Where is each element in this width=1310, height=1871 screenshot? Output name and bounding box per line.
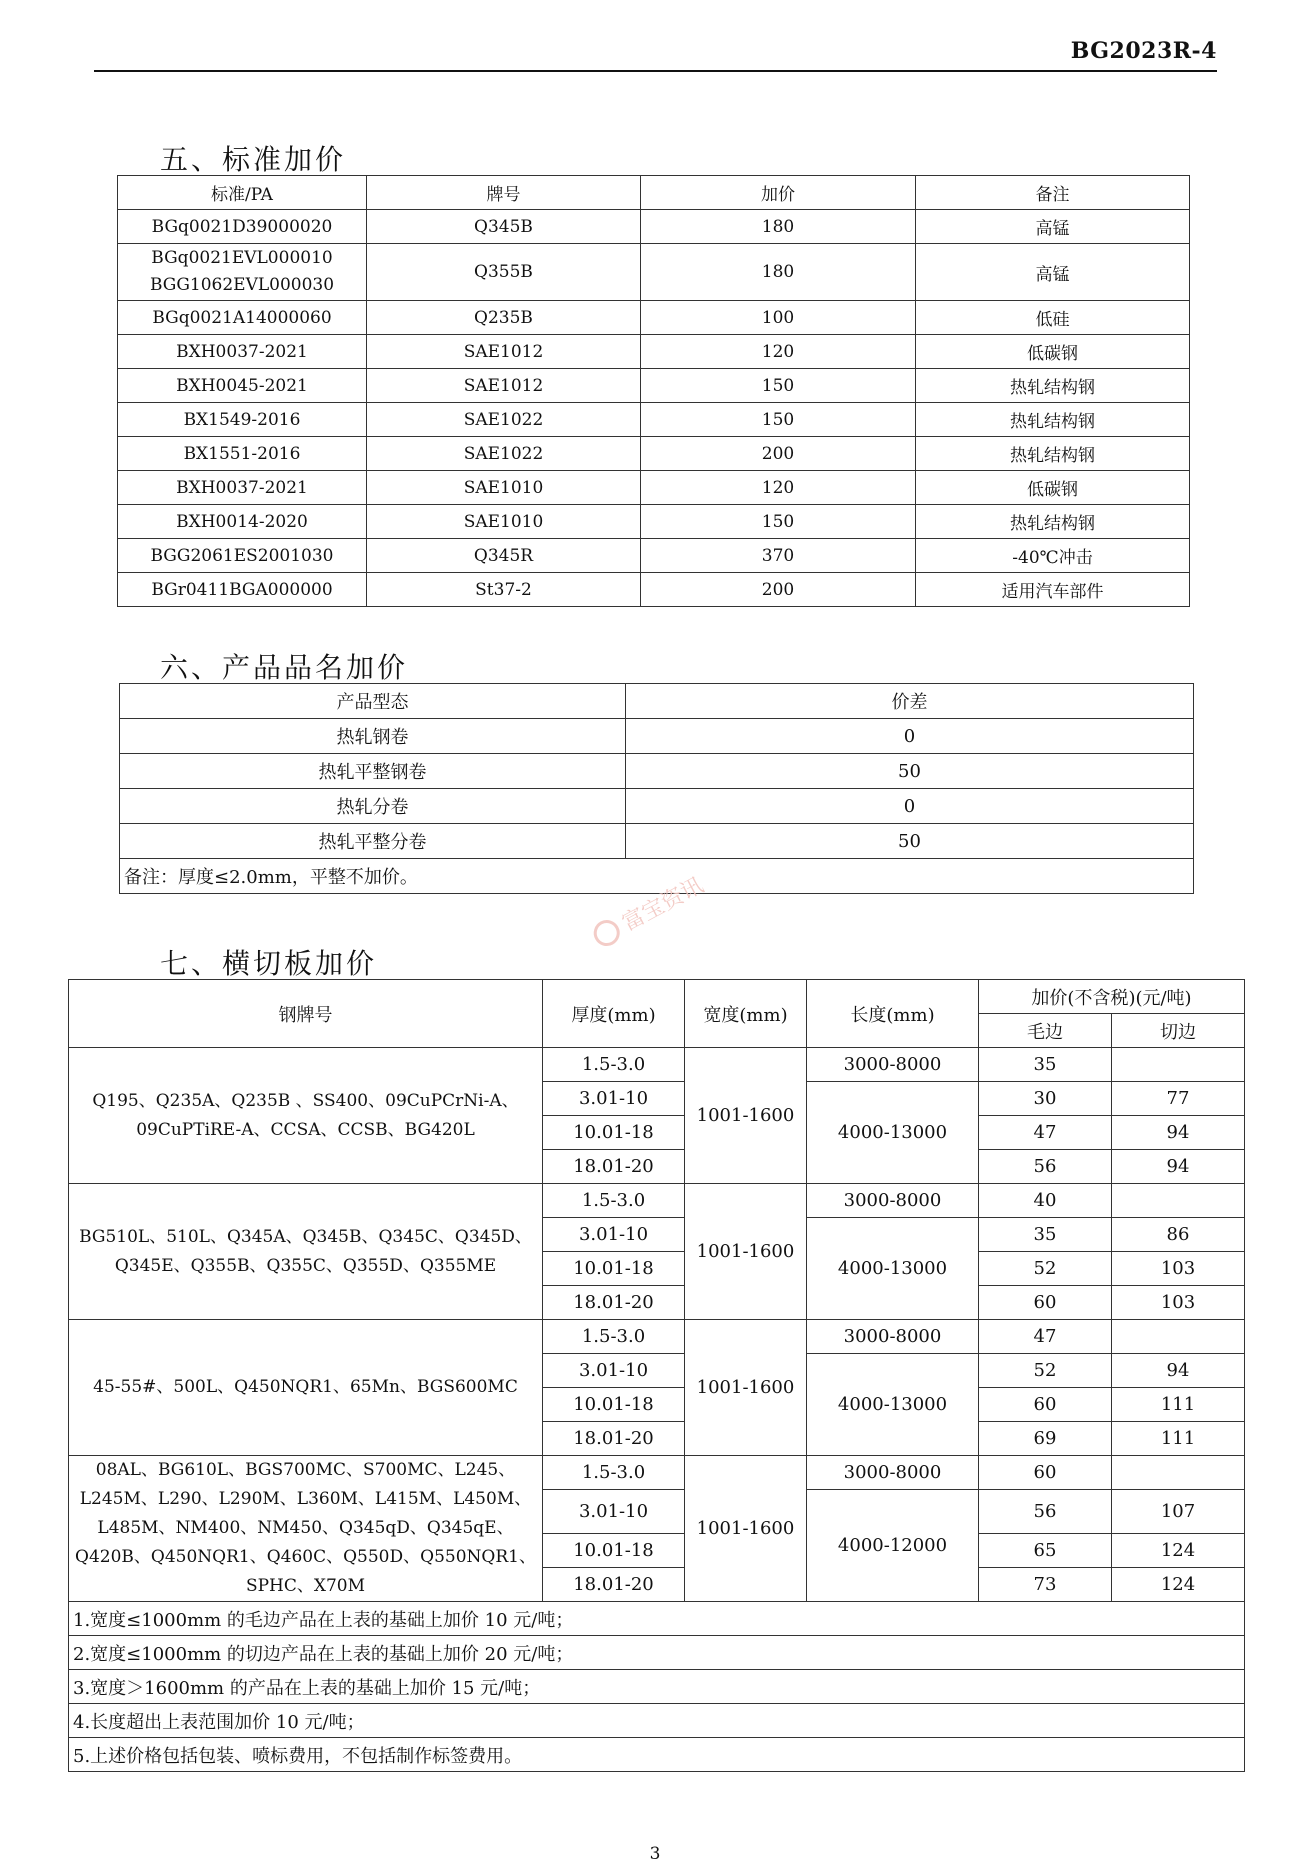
cut-sheet-surcharge-table — [68, 979, 1245, 1772]
table-note: 2.宽度≤1000mm 的切边产品在上表的基础上加价 20 元/吨； — [69, 1636, 1245, 1670]
table-row — [118, 437, 1190, 471]
trim-edge-cell: 107 — [1112, 1490, 1245, 1534]
trim-edge-cell — [1112, 1048, 1245, 1082]
grade-cell: SAE1022 — [367, 403, 641, 437]
mill-edge-cell: 47 — [979, 1116, 1112, 1150]
table-note-row — [69, 1670, 1245, 1704]
length-cell: 4000-13000 — [807, 1082, 979, 1184]
table-row — [120, 754, 1194, 789]
trim-edge-cell — [1112, 1456, 1245, 1490]
table-header-row — [118, 176, 1190, 210]
trim-edge-cell: 111 — [1112, 1388, 1245, 1422]
width-cell: 1001-1600 — [685, 1048, 807, 1184]
thickness-cell: 18.01-20 — [543, 1286, 685, 1320]
mill-edge-cell: 60 — [979, 1456, 1112, 1490]
thickness-cell: 10.01-18 — [543, 1534, 685, 1568]
thickness-cell: 10.01-18 — [543, 1388, 685, 1422]
mill-edge-cell: 52 — [979, 1354, 1112, 1388]
table-row — [118, 471, 1190, 505]
thickness-cell: 10.01-18 — [543, 1116, 685, 1150]
mill-edge-cell: 73 — [979, 1568, 1112, 1602]
price-cell: 150 — [641, 369, 916, 403]
grade-group-cell: 45-55#、500L、Q450NQR1、65Mn、BGS600MC — [69, 1320, 543, 1456]
table-note: 4.长度超出上表范围加价 10 元/吨； — [69, 1704, 1245, 1738]
price-cell: 120 — [641, 335, 916, 369]
grade-cell: Q345B — [367, 210, 641, 244]
trim-edge-cell: 94 — [1112, 1116, 1245, 1150]
grade-cell: Q235B — [367, 301, 641, 335]
width-cell: 1001-1600 — [685, 1456, 807, 1602]
note-cell: 高锰 — [916, 210, 1190, 244]
table-row — [69, 1456, 1245, 1490]
note-cell: 低碳钢 — [916, 471, 1190, 505]
table-row — [118, 335, 1190, 369]
note-cell: -40℃冲击 — [916, 539, 1190, 573]
table-note-row — [69, 1704, 1245, 1738]
mill-edge-cell: 56 — [979, 1150, 1112, 1184]
standard-line: BGq0021EVL000010 — [151, 248, 333, 268]
trim-edge-cell: 111 — [1112, 1422, 1245, 1456]
table-row — [69, 1048, 1245, 1082]
note-cell: 低碳钢 — [916, 335, 1190, 369]
standard-cell: BGr0411BGA000000 — [118, 573, 367, 607]
mill-edge-cell: 35 — [979, 1048, 1112, 1082]
section-7-title: 七、横切板加价 — [160, 947, 378, 980]
thickness-cell: 3.01-10 — [543, 1218, 685, 1252]
grade-cell: Q345R — [367, 539, 641, 573]
column-header: 价差 — [626, 684, 1194, 719]
thickness-cell: 1.5-3.0 — [543, 1320, 685, 1354]
standard-cell: BX1551-2016 — [118, 437, 367, 471]
standard-line: BGG1062EVL000030 — [149, 275, 335, 295]
price-cell: 150 — [641, 505, 916, 539]
standard-cell — [118, 244, 367, 301]
price-cell: 200 — [641, 573, 916, 607]
product-cell: 热轧钢卷 — [120, 719, 626, 754]
column-header-width: 宽度(mm) — [685, 980, 807, 1048]
thickness-cell: 1.5-3.0 — [543, 1048, 685, 1082]
grade-cell: SAE1010 — [367, 505, 641, 539]
section-6-title: 六、产品品名加价 — [160, 651, 409, 684]
grade-cell: SAE1012 — [367, 369, 641, 403]
column-header: 产品型态 — [120, 684, 626, 719]
note-cell: 热轧结构钢 — [916, 437, 1190, 471]
thickness-cell: 18.01-20 — [543, 1568, 685, 1602]
diff-cell: 0 — [626, 719, 1194, 754]
table-header-row — [69, 980, 1245, 1014]
standard-cell: BXH0014-2020 — [118, 505, 367, 539]
table-note-row — [69, 1636, 1245, 1670]
thickness-cell: 18.01-20 — [543, 1150, 685, 1184]
product-cell: 热轧平整钢卷 — [120, 754, 626, 789]
price-cell: 150 — [641, 403, 916, 437]
table-note: 备注：厚度≤2.0mm，平整不加价。 — [120, 859, 1194, 894]
column-header: 加价 — [641, 176, 916, 210]
product-cell: 热轧分卷 — [120, 789, 626, 824]
standard-cell: BXH0037-2021 — [118, 471, 367, 505]
mill-edge-cell: 40 — [979, 1184, 1112, 1218]
mill-edge-cell: 52 — [979, 1252, 1112, 1286]
thickness-cell: 10.01-18 — [543, 1252, 685, 1286]
length-cell: 3000-8000 — [807, 1048, 979, 1082]
note-cell: 高锰 — [916, 244, 1190, 301]
mill-edge-cell: 60 — [979, 1286, 1112, 1320]
length-cell: 4000-12000 — [807, 1490, 979, 1602]
trim-edge-cell: 94 — [1112, 1354, 1245, 1388]
grade-group-cell: BG510L、510L、Q345A、Q345B、Q345C、Q345D、Q345E、Q355B、Q355C、Q355D、Q355ME — [69, 1184, 543, 1320]
table-row — [69, 1320, 1245, 1354]
thickness-cell: 3.01-10 — [543, 1354, 685, 1388]
table-row — [118, 539, 1190, 573]
grade-cell: St37-2 — [367, 573, 641, 607]
trim-edge-cell: 124 — [1112, 1534, 1245, 1568]
length-cell: 3000-8000 — [807, 1184, 979, 1218]
price-cell: 370 — [641, 539, 916, 573]
thickness-cell: 3.01-10 — [543, 1082, 685, 1116]
table-row — [118, 369, 1190, 403]
column-header-trim-edge: 切边 — [1112, 1014, 1245, 1048]
diff-cell: 50 — [626, 824, 1194, 859]
trim-edge-cell: 103 — [1112, 1286, 1245, 1320]
mill-edge-cell: 47 — [979, 1320, 1112, 1354]
watermark-text: 富宝资讯 — [618, 873, 708, 937]
standard-cell: BGq0021A14000060 — [118, 301, 367, 335]
note-cell: 热轧结构钢 — [916, 369, 1190, 403]
table-note-row — [69, 1738, 1245, 1772]
note-cell: 热轧结构钢 — [916, 505, 1190, 539]
standard-cell: BXH0045-2021 — [118, 369, 367, 403]
note-cell: 适用汽车部件 — [916, 573, 1190, 607]
note-cell: 热轧结构钢 — [916, 403, 1190, 437]
price-cell: 100 — [641, 301, 916, 335]
column-header: 备注 — [916, 176, 1190, 210]
table-note-row — [69, 1602, 1245, 1636]
thickness-cell: 1.5-3.0 — [543, 1184, 685, 1218]
table-row — [118, 403, 1190, 437]
trim-edge-cell — [1112, 1320, 1245, 1354]
mill-edge-cell: 30 — [979, 1082, 1112, 1116]
product-type-surcharge-table — [119, 683, 1194, 894]
mill-edge-cell: 69 — [979, 1422, 1112, 1456]
table-row — [69, 1184, 1245, 1218]
column-header-price: 加价(不含税)(元/吨) — [979, 980, 1245, 1014]
grade-cell: SAE1012 — [367, 335, 641, 369]
column-header-mill-edge: 毛边 — [979, 1014, 1112, 1048]
mill-edge-cell: 65 — [979, 1534, 1112, 1568]
trim-edge-cell: 94 — [1112, 1150, 1245, 1184]
table-note: 1.宽度≤1000mm 的毛边产品在上表的基础上加价 10 元/吨； — [69, 1602, 1245, 1636]
table-row — [120, 789, 1194, 824]
thickness-cell: 1.5-3.0 — [543, 1456, 685, 1490]
table-note: 3.宽度＞1600mm 的产品在上表的基础上加价 15 元/吨； — [69, 1670, 1245, 1704]
standard-cell: BGq0021D39000020 — [118, 210, 367, 244]
table-row — [120, 719, 1194, 754]
diff-cell: 50 — [626, 754, 1194, 789]
trim-edge-cell: 77 — [1112, 1082, 1245, 1116]
length-cell: 4000-13000 — [807, 1354, 979, 1456]
width-cell: 1001-1600 — [685, 1184, 807, 1320]
length-cell: 3000-8000 — [807, 1320, 979, 1354]
trim-edge-cell: 86 — [1112, 1218, 1245, 1252]
column-header: 标准/PA — [118, 176, 367, 210]
column-header-grade: 钢牌号 — [69, 980, 543, 1048]
column-header-thickness: 厚度(mm) — [543, 980, 685, 1048]
thickness-cell: 3.01-10 — [543, 1490, 685, 1534]
watermark-logo-icon — [589, 915, 624, 950]
price-cell: 180 — [641, 210, 916, 244]
table-row — [118, 244, 1190, 301]
header-rule — [94, 70, 1217, 72]
note-cell: 低硅 — [916, 301, 1190, 335]
width-cell: 1001-1600 — [685, 1320, 807, 1456]
grade-group-cell: Q195、Q235A、Q235B 、SS400、09CuPCrNi-A、09CuPTiRE-A、CCSA、CCSB、BG420L — [69, 1048, 543, 1184]
trim-edge-cell: 124 — [1112, 1568, 1245, 1602]
mill-edge-cell: 56 — [979, 1490, 1112, 1534]
trim-edge-cell — [1112, 1184, 1245, 1218]
product-cell: 热轧平整分卷 — [120, 824, 626, 859]
price-cell: 180 — [641, 244, 916, 301]
standard-surcharge-table — [117, 175, 1190, 607]
standard-cell: BXH0037-2021 — [118, 335, 367, 369]
mill-edge-cell: 35 — [979, 1218, 1112, 1252]
length-cell: 4000-13000 — [807, 1218, 979, 1320]
thickness-cell: 18.01-20 — [543, 1422, 685, 1456]
table-row — [118, 301, 1190, 335]
length-cell: 3000-8000 — [807, 1456, 979, 1490]
grade-cell: SAE1022 — [367, 437, 641, 471]
standard-cell: BGG2061ES2001030 — [118, 539, 367, 573]
table-note: 5.上述价格包括包装、喷标费用，不包括制作标签费用。 — [69, 1738, 1245, 1772]
table-row — [118, 505, 1190, 539]
table-row — [120, 824, 1194, 859]
grade-cell: Q355B — [367, 244, 641, 301]
mill-edge-cell: 60 — [979, 1388, 1112, 1422]
table-note-row — [120, 859, 1194, 894]
price-cell: 120 — [641, 471, 916, 505]
standard-cell: BX1549-2016 — [118, 403, 367, 437]
table-row — [118, 210, 1190, 244]
price-cell: 200 — [641, 437, 916, 471]
trim-edge-cell: 103 — [1112, 1252, 1245, 1286]
document-code: BG2023R-4 — [1070, 38, 1217, 64]
grade-cell: SAE1010 — [367, 471, 641, 505]
grade-group-cell: 08AL、BG610L、BGS700MC、S700MC、L245、L245M、L290、L290M、L360M、L415M、L450M、L485M、NM400、NM450、Q345qD、Q345qE、Q420B、Q450NQR1、Q460C、Q550D、Q550NQR1、SPHC、X70M — [69, 1456, 543, 1602]
page-number: 3 — [649, 1844, 661, 1864]
table-row — [118, 573, 1190, 607]
column-header-length: 长度(mm) — [807, 980, 979, 1048]
table-header-row — [120, 684, 1194, 719]
section-5-title: 五、标准加价 — [160, 143, 347, 176]
diff-cell: 0 — [626, 789, 1194, 824]
column-header: 牌号 — [367, 176, 641, 210]
